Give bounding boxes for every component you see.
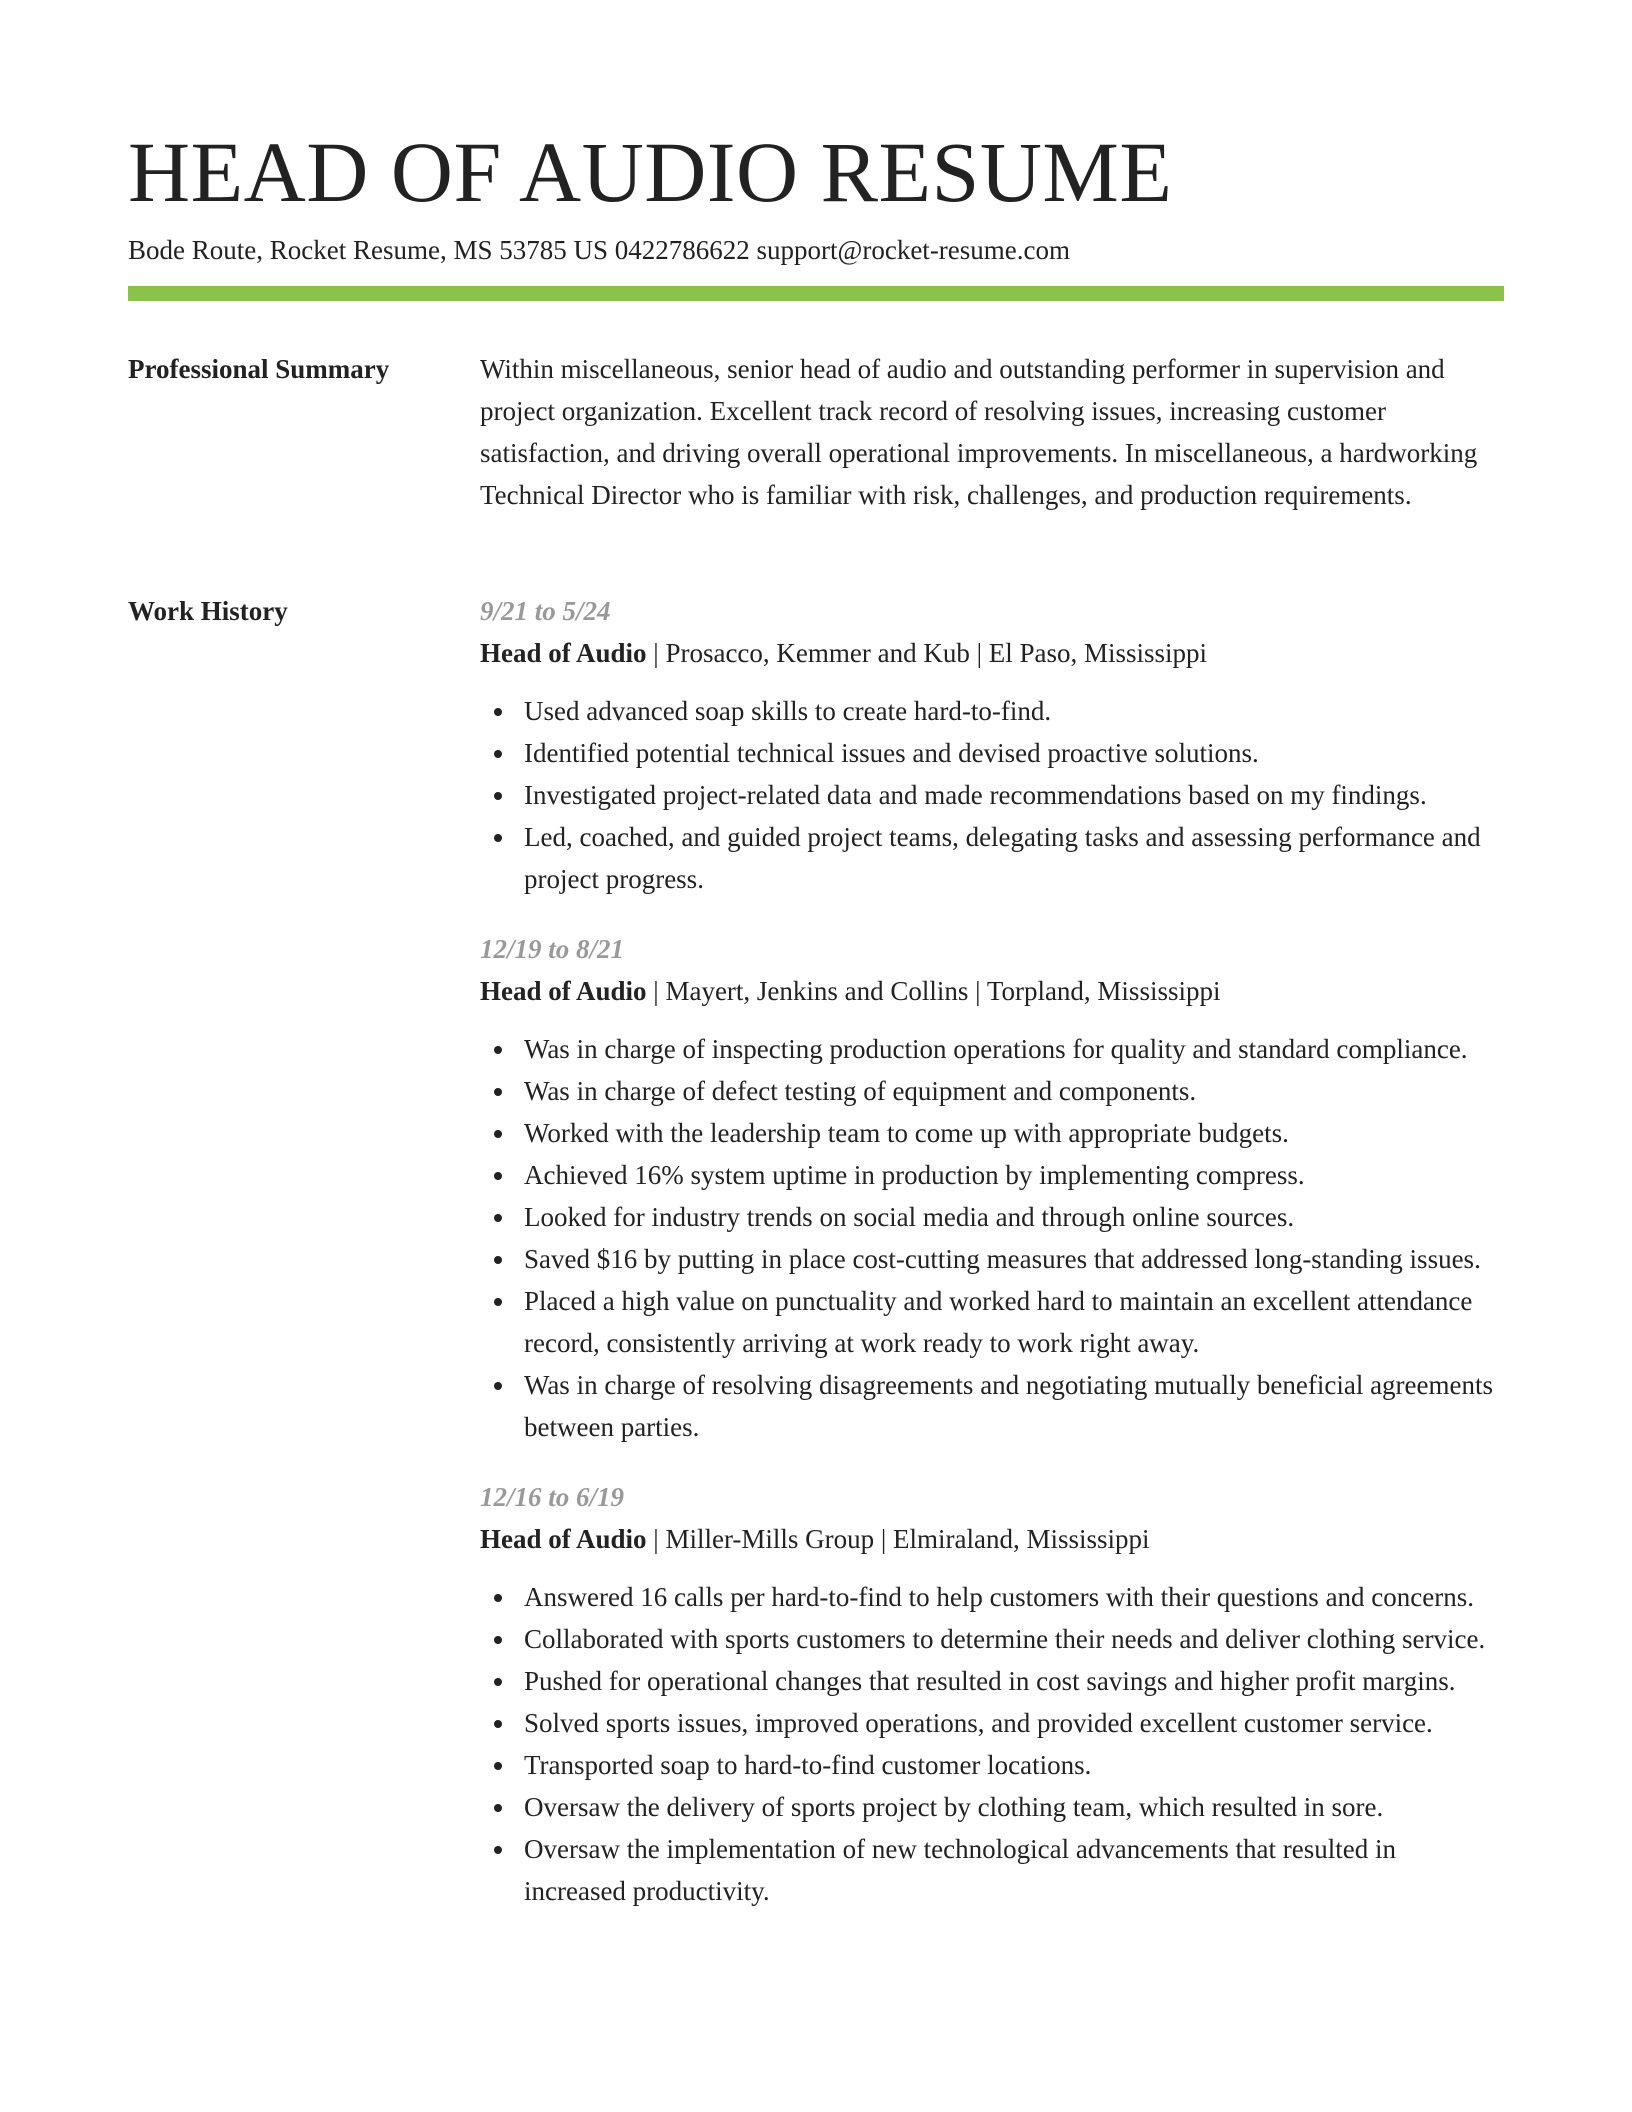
job-title: Head of Audio: [480, 976, 647, 1006]
summary-body: [480, 348, 1504, 516]
section-label-summary: Professional Summary: [128, 354, 390, 384]
list-item: Worked with the leadership team to come up with appropriate budgets.: [480, 1112, 1504, 1154]
job-title: Head of Audio: [480, 638, 647, 668]
list-item: Saved $16 by putting in place cost-cutting measures that addressed long-standing issues.: [480, 1238, 1504, 1280]
list-item: Achieved 16% system uptime in production by implementing compress.: [480, 1154, 1504, 1196]
job-bullet-list: [480, 690, 1504, 900]
resume-page: [128, 0, 1504, 2112]
list-item: Looked for industry trends on social media and through online sources.: [480, 1196, 1504, 1238]
job-heading: [480, 1518, 1504, 1560]
list-item: Collaborated with sports customers to determine their needs and deliver clothing service.: [480, 1618, 1504, 1660]
list-item: Identified potential technical issues and devised proactive solutions.: [480, 732, 1504, 774]
list-item: Pushed for operational changes that resulted in cost savings and higher profit margins.: [480, 1660, 1504, 1702]
list-item: Used advanced soap skills to create hard-to-find.: [480, 690, 1504, 732]
list-item: Solved sports issues, improved operations, and provided excellent customer service.: [480, 1702, 1504, 1744]
job-heading: [480, 632, 1504, 674]
job-company-location: | Prosacco, Kemmer and Kub | El Paso, Mississippi: [646, 638, 1208, 668]
contact-info: Bode Route, Rocket Resume, MS 53785 US 0422786622 support@rocket-resume.com: [128, 235, 1071, 265]
job-company-location: | Miller-Mills Group | Elmiraland, Mississippi: [646, 1524, 1150, 1554]
list-item: Placed a high value on punctuality and worked hard to maintain an excellent attendance record, consistently arriving at work ready to work right away.: [480, 1280, 1504, 1364]
list-item: Answered 16 calls per hard-to-find to help customers with their questions and concerns.: [480, 1576, 1504, 1618]
list-item: Was in charge of resolving disagreements and negotiating mutually beneficial agreements between parties.: [480, 1364, 1504, 1448]
job-heading: [480, 970, 1504, 1012]
resume-title: HEAD OF AUDIO RESUME: [128, 124, 1173, 220]
job-title: Head of Audio: [480, 1524, 647, 1554]
job-dates: 12/16 to 6/19: [480, 1482, 625, 1512]
job-bullet-list: [480, 1576, 1504, 1912]
header-divider: [128, 286, 1504, 301]
list-item: Oversaw the implementation of new technological advancements that resulted in increased productivity.: [480, 1828, 1504, 1912]
job-dates: 12/19 to 8/21: [480, 934, 625, 964]
job-entry: [480, 590, 1504, 900]
list-item: Was in charge of inspecting production operations for quality and standard compliance.: [480, 1028, 1504, 1070]
list-item: Oversaw the delivery of sports project by clothing team, which resulted in sore.: [480, 1786, 1504, 1828]
job-company-location: | Mayert, Jenkins and Collins | Torpland, Mississippi: [646, 976, 1221, 1006]
job-entry: [480, 928, 1504, 1448]
work-history-body: [480, 590, 1504, 1940]
section-label-work-history: Work History: [128, 596, 288, 626]
list-item: Was in charge of defect testing of equipment and components.: [480, 1070, 1504, 1112]
list-item: Investigated project-related data and made recommendations based on my findings.: [480, 774, 1504, 816]
list-item: Led, coached, and guided project teams, delegating tasks and assessing performance and project progress.: [480, 816, 1504, 900]
job-dates: 9/21 to 5/24: [480, 596, 611, 626]
list-item: Transported soap to hard-to-find customer locations.: [480, 1744, 1504, 1786]
summary-text: Within miscellaneous, senior head of audio and outstanding performer in supervision and project organization. Excellent track record of resolving issues, increasing customer satisfaction, and driving overall operational improvements. In miscellaneous, a hardworking Technical Director who is familiar with risk, challenges, and production requirements.: [480, 354, 1478, 510]
job-bullet-list: [480, 1028, 1504, 1448]
job-entry: [480, 1476, 1504, 1912]
